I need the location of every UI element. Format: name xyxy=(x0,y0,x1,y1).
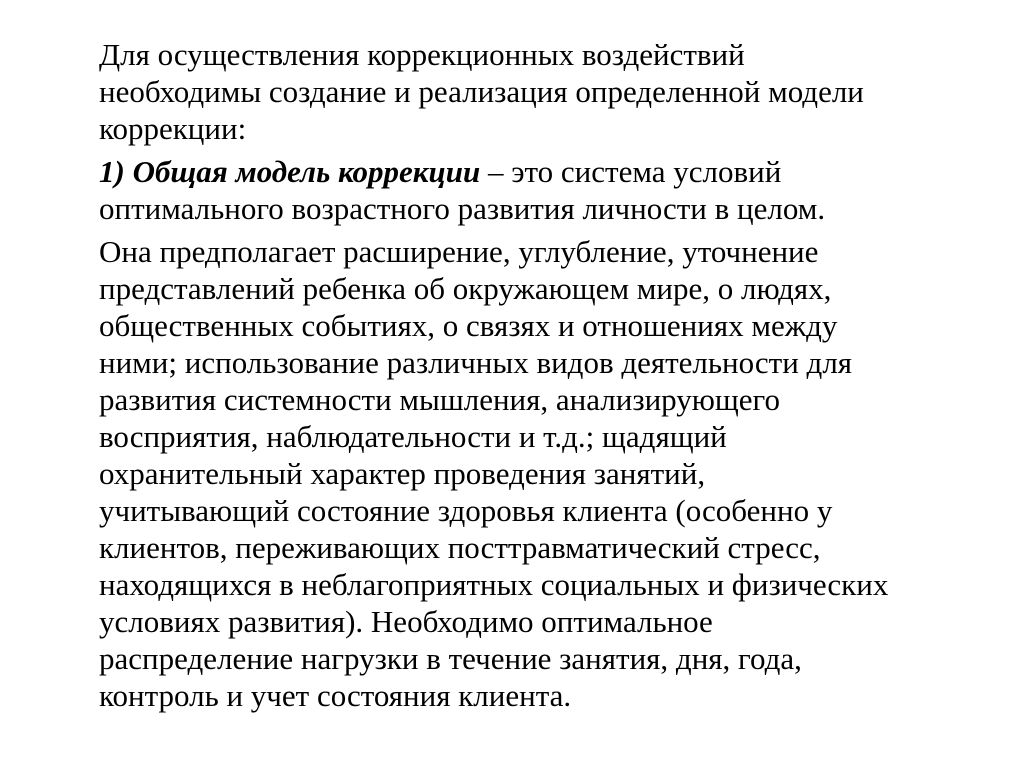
intro-paragraph: Для осуществления коррекционных воздействий необходимы создание и реализация определенной модели коррекции: xyxy=(99,37,864,146)
general-model-term: 1) Общая модель коррекции xyxy=(99,154,481,189)
general-model-paragraph xyxy=(99,153,984,227)
model-description-paragraph: Она предполагает расширение, углубление, уточнение представлений ребенка об окружающем мире, о людях, общественных событиях, о связях и отношениях между ними; использование различных видов деятельности для развития системности мышления, анализирующего восприятия, наблюдательности и т.д.; щадящий охранительный характер проведения занятий, учитывающий состояние здоровья клиента (особенно у клиентов, переживающих посттравматический стресс, находящихся в неблагоприятных социальных и физических условиях развития). Необходимо оптимальное распределение нагрузки в течение занятия, дня, года, контроль и учет состояния клиента. xyxy=(99,234,889,713)
general-model-definition: – это система условий оптимального возрастного развития личности в целом. xyxy=(99,154,826,226)
